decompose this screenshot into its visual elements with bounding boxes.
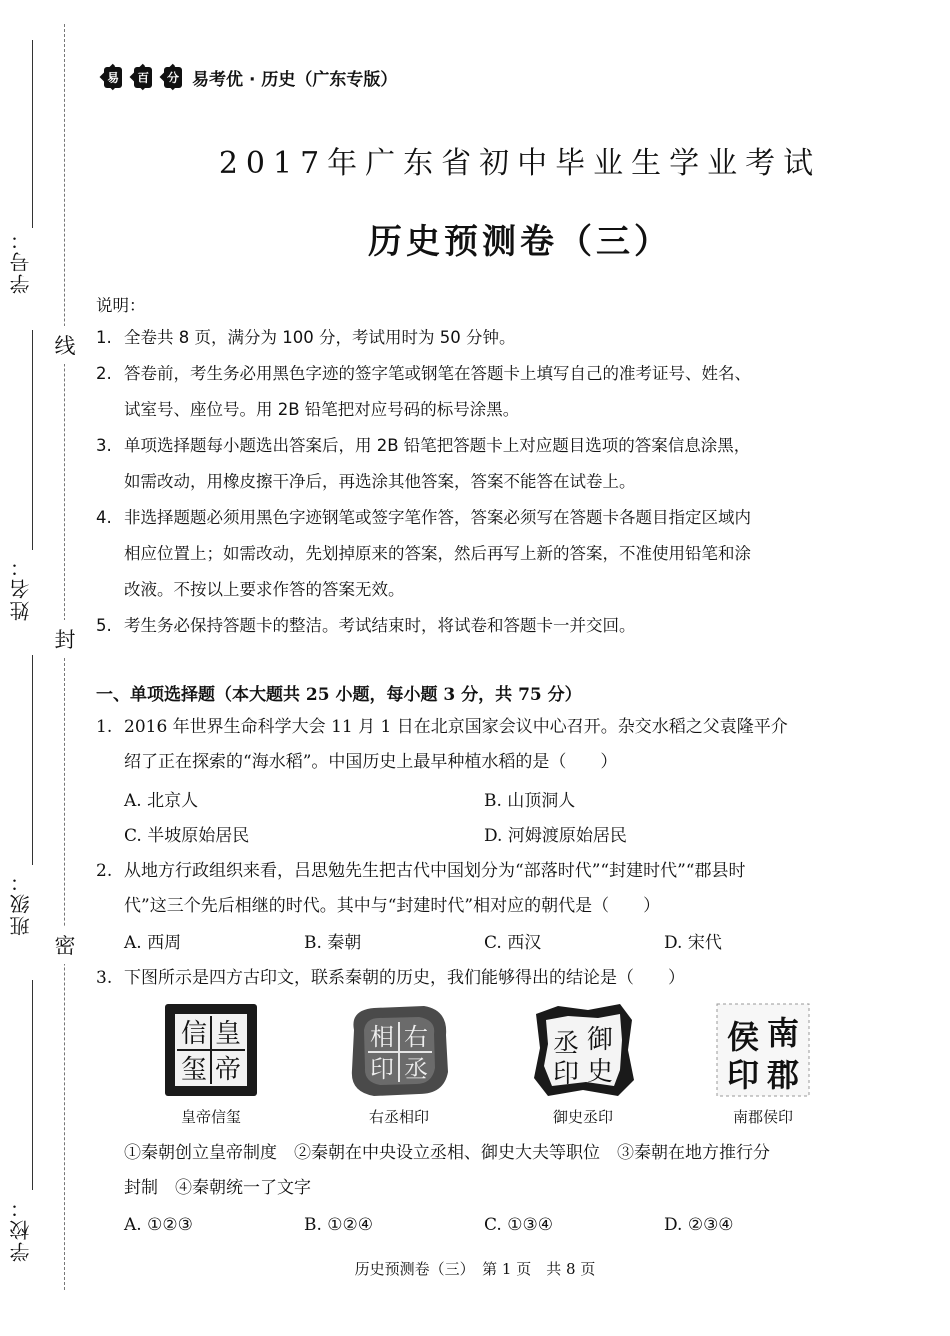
svg-text:相: 相 (370, 1023, 394, 1051)
instruction-item: 1. 全卷共 8 页，满分为 100 分，考试用时为 50 分钟。 (96, 328, 516, 347)
instruction-item: 5. 考生务必保持答题卡的整洁。考试结束时，将试卷和答题卡一并交回。 (96, 616, 636, 635)
brand-header (96, 60, 397, 94)
question-3-statements: ①秦朝创立皇帝制度 ②秦朝在中央设立丞相、御史大夫等职位 ③秦朝在地方推行分 封制 ④秦朝统一了文字 (124, 1143, 770, 1198)
brand-logo (96, 62, 182, 92)
option-b: B. ①②④ (304, 1215, 374, 1235)
svg-text:侯: 侯 (726, 1018, 760, 1056)
question-1-options-row-2 (124, 819, 854, 854)
option-d: D. ②③④ (664, 1215, 734, 1235)
option-a: A. ①②③ (124, 1215, 193, 1235)
question-3: 3. 下图所示是四方古印文，联系秦朝的历史，我们能够得出的结论是（ ） (96, 968, 685, 988)
instructions-list (96, 320, 866, 644)
svg-text:印: 印 (726, 1056, 760, 1094)
svg-text:信: 信 (180, 1019, 208, 1049)
instructions-heading: 说明： (96, 296, 146, 315)
name-label: 姓名： (9, 555, 33, 621)
option-b: B. 山顶洞人 (484, 791, 576, 811)
brand-text: 易考优 · 历史（广东专版） (192, 69, 398, 90)
svg-text:右: 右 (404, 1023, 428, 1051)
svg-text:御: 御 (586, 1025, 614, 1055)
seal-caption: 右丞相印 (368, 1108, 429, 1126)
school-label: 学校： (9, 1196, 33, 1262)
class-blank (32, 655, 33, 865)
seal-you-chengxiang-yin (324, 1000, 474, 1127)
seal-huangdi-xinxi (136, 1000, 286, 1127)
seal-caption: 皇帝信玺 (180, 1108, 241, 1126)
school-blank (32, 980, 33, 1190)
question-1-options-row-1 (124, 784, 854, 819)
option-a: A. 西周 (124, 933, 182, 953)
instruction-line: 如需改动，用橡皮擦干净后，再选涂其他答案，答案不能答在试卷上。 (124, 472, 636, 491)
option-c: C. 半坡原始居民 (124, 826, 250, 846)
binding-strip (0, 0, 90, 1336)
chevron-left-icon (96, 62, 118, 92)
svg-text:史: 史 (586, 1057, 614, 1087)
instruction-line: 相应位置上；如需改动，先划掉原来的答案，然后再写上新的答案，不准使用铅笔和涂 (124, 544, 751, 563)
seal-caption: 御史丞印 (552, 1108, 613, 1126)
question-2-options (124, 926, 854, 961)
student-id-blank (32, 40, 33, 228)
option-b: B. 秦朝 (304, 933, 362, 953)
svg-text:玺: 玺 (180, 1055, 208, 1085)
seal-caption: 南郡侯印 (732, 1108, 793, 1126)
seal-yushi-cheng-yin (508, 1000, 658, 1127)
instruction-item: 4. 非选择题题必须用黑色字迹钢笔或签字笔作答，答案必须写在答题卡各题目指定区域内 (96, 508, 751, 527)
seal-images (96, 1000, 876, 1130)
paper-title: 历史预测卷（三） (368, 222, 672, 262)
logo-char-3: 分 (164, 67, 182, 88)
exam-title: 2017年广东省初中毕业生学业考试 (218, 146, 822, 181)
class-label: 班级： (9, 870, 33, 936)
instruction-item: 2. 答卷前，考生务必用黑色字迹的签字笔或钢笔在答题卡上填写自己的准考证号、姓名、 (96, 364, 751, 383)
logo-char-1: 易 (104, 67, 122, 88)
question-2: 2. 从地方行政组织来看，吕思勉先生把古代中国划分为“部落时代”“封建时代”“郡县时 代”这三个先后相继的时代。其中与“封建时代”相对应的朝代是（ ） (96, 861, 746, 916)
question-1: 1. 2016 年世界生命科学大会 11 月 1 日在北京国家会议中心召开。杂交水稻之父袁隆平介 绍了正在探索的“海水稻”。中国历史上最早种植水稻的是（ ） (96, 717, 788, 772)
option-c: C. 西汉 (484, 933, 542, 953)
svg-text:南: 南 (766, 1014, 800, 1052)
instruction-item: 3. 单项选择题每小题选出答案后，用 2B 铅笔把答题卡上对应题目选项的答案信息涂黑， (96, 436, 751, 455)
cut-word-secret: 密 (52, 926, 78, 964)
name-blank (32, 330, 33, 550)
svg-text:皇: 皇 (214, 1019, 242, 1049)
section-heading: 一、单项选择题（本大题共 25 小题，每小题 3 分，共 75 分） (96, 685, 582, 705)
seal-image (528, 1000, 638, 1100)
question-3-options (124, 1208, 854, 1243)
svg-text:帝: 帝 (214, 1055, 242, 1085)
svg-text:印: 印 (552, 1059, 580, 1089)
instruction-line: 试室号、座位号。用 2B 铅笔把对应号码的标号涂黑。 (124, 400, 520, 419)
cut-word-line: 线 (52, 326, 78, 364)
student-id-label: 学号： (9, 228, 33, 294)
seal-image (161, 1000, 261, 1100)
seal-image (344, 1000, 454, 1100)
chevron-left-icon (126, 62, 148, 92)
option-d: D. 宋代 (664, 933, 722, 953)
svg-text:印: 印 (370, 1055, 394, 1083)
option-c: C. ①③④ (484, 1215, 553, 1235)
option-d: D. 河姆渡原始居民 (484, 826, 627, 846)
cut-word-seal: 封 (52, 620, 78, 658)
logo-char-2: 百 (134, 67, 152, 88)
instruction-line: 改液。不按以上要求作答的答案无效。 (124, 580, 405, 599)
seal-nanjun-hou-yin (688, 1000, 838, 1127)
seal-image (713, 1000, 813, 1100)
svg-text:郡: 郡 (766, 1056, 800, 1094)
svg-text:丞: 丞 (552, 1029, 580, 1059)
svg-text:丞: 丞 (404, 1055, 428, 1083)
option-a: A. 北京人 (124, 791, 199, 811)
page-footer: 历史预测卷（三） 第 1 页 共 8 页 (354, 1260, 596, 1278)
chevron-left-icon (156, 62, 178, 92)
